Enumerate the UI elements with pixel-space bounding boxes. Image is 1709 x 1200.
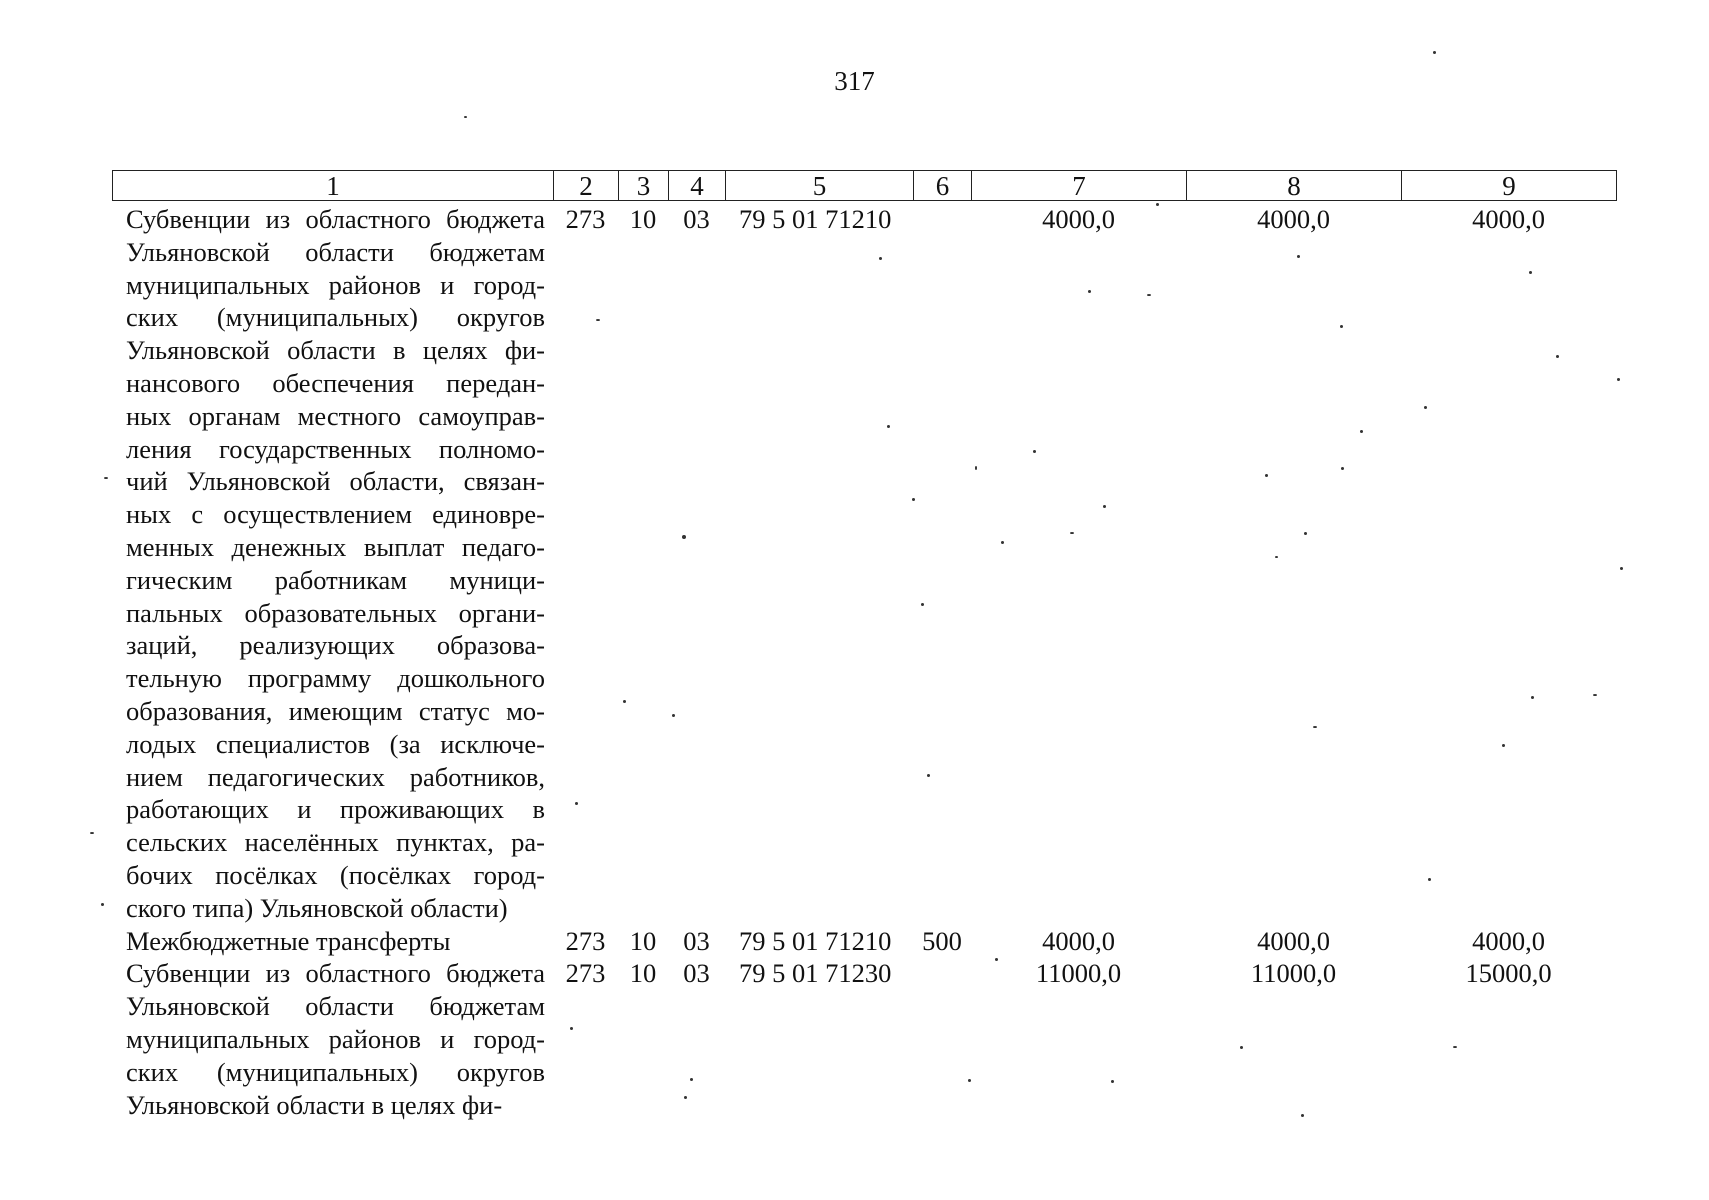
- description-line: бочих посёлках (посёлках город-: [126, 859, 545, 890]
- scan-speck: [101, 903, 104, 906]
- description-line: образования, имеющим статус мо-: [126, 695, 545, 726]
- description-line: работающих и проживающих в: [126, 794, 545, 825]
- cell-target-article: 79 5 01 71210: [739, 204, 892, 234]
- row-description: [112, 925, 553, 958]
- cell-expense-type: 500: [922, 925, 962, 956]
- description-line: ления государственных полномо-: [126, 433, 545, 464]
- scan-speck: [1433, 51, 1436, 54]
- column-header-9: 9: [1402, 171, 1617, 201]
- scan-speck: [1001, 541, 1004, 544]
- description-line: Ульяновской области бюджетам: [126, 991, 545, 1022]
- table-header: [112, 170, 1617, 201]
- scan-speck: [1275, 556, 1278, 558]
- page-number: 317: [834, 66, 875, 96]
- scan-speck: [623, 700, 626, 703]
- scan-speck: [927, 774, 930, 777]
- cell-admin-code: 273: [565, 204, 606, 234]
- cell-amount-col7: 4000,0: [1042, 925, 1115, 956]
- table-row: [112, 957, 1616, 1121]
- description-line: заций, реализующих образова-: [126, 630, 545, 661]
- scan-speck: [1360, 430, 1363, 433]
- description-line: ского типа) Ульяновской области): [126, 892, 508, 923]
- scan-speck: [1428, 878, 1431, 881]
- scan-speck: [575, 802, 578, 805]
- scan-speck: [104, 477, 108, 479]
- scan-speck: [1304, 532, 1307, 535]
- description-line: сельских населённых пунктах, ра-: [126, 827, 545, 858]
- cell-subsection: 03: [683, 925, 710, 956]
- scan-speck: [672, 714, 675, 717]
- description-line: Субвенции из областного бюджета: [126, 958, 545, 989]
- scan-speck: [1340, 325, 1343, 328]
- description-line: Ульяновской области бюджетам: [126, 236, 545, 267]
- scan-speck: [1620, 567, 1623, 570]
- scan-speck: [879, 257, 882, 260]
- scan-speck: [1111, 1080, 1114, 1083]
- scan-speck: [1156, 203, 1159, 206]
- scan-speck: [1313, 726, 1317, 728]
- cell-amount-col7: 4000,0: [1042, 204, 1115, 234]
- scan-speck: [1103, 505, 1106, 508]
- scan-speck: [90, 832, 94, 834]
- scan-speck: [1453, 1046, 1457, 1048]
- cell-target-article: 79 5 01 71230: [739, 958, 892, 989]
- table-row: [112, 203, 1616, 925]
- description-line: ских (муниципальных) округов: [126, 302, 545, 333]
- scan-speck: [1297, 255, 1300, 258]
- scan-speck: [684, 1096, 687, 1099]
- scan-speck: [1531, 696, 1534, 699]
- column-header-2: 2: [554, 171, 619, 201]
- cell-section: 10: [629, 925, 657, 956]
- description-line: пальных образовательных органи-: [126, 597, 545, 628]
- column-header-7: 7: [972, 171, 1187, 201]
- scan-speck: [570, 1027, 573, 1030]
- scan-speck: [682, 535, 686, 539]
- scan-speck: [1265, 474, 1268, 477]
- scan-speck: [1033, 450, 1036, 453]
- scan-speck: [921, 603, 924, 606]
- cell-amount-col9: 15000,0: [1465, 958, 1552, 989]
- table-row: [112, 925, 1616, 958]
- scan-speck: [1147, 294, 1151, 296]
- description-line: менных денежных выплат педаго-: [126, 531, 545, 562]
- column-header-4: 4: [669, 171, 726, 201]
- cell-amount-col8: 11000,0: [1250, 958, 1337, 989]
- scan-speck: [1617, 378, 1620, 381]
- description-line: ских (муниципальных) округов: [126, 1056, 545, 1087]
- column-header-1: 1: [113, 171, 554, 201]
- description-line: Ульяновской области в целях фи-: [126, 1089, 503, 1120]
- column-header-3: 3: [619, 171, 669, 201]
- row-description: [112, 957, 553, 1121]
- scan-speck: [968, 1079, 971, 1082]
- scan-speck: [995, 958, 998, 961]
- description-line: муниципальных районов и город-: [126, 269, 545, 300]
- description-line: чий Ульяновской области, связан-: [126, 466, 545, 497]
- cell-target-article: 79 5 01 71210: [739, 925, 892, 956]
- cell-section: 10: [629, 958, 657, 989]
- cell-admin-code: 273: [565, 958, 606, 989]
- row-description: [112, 203, 553, 925]
- scan-speck: [1240, 1046, 1243, 1049]
- cell-expense-type: [913, 957, 971, 1121]
- cell-section: 10: [629, 204, 657, 234]
- cell-expense-type: [913, 203, 971, 925]
- scan-speck: [1088, 290, 1091, 293]
- scan-speck: [912, 498, 915, 501]
- description-line: лодых специалистов (за исключе-: [126, 728, 545, 759]
- description-line: Межбюджетные трансферты: [126, 925, 451, 956]
- cell-admin-code: 273: [565, 925, 606, 956]
- cell-amount-col8: 4000,0: [1257, 925, 1330, 956]
- scan-speck: [596, 319, 600, 321]
- scan-speck: [887, 425, 890, 428]
- description-line: нием педагогических работников,: [126, 761, 545, 792]
- scan-speck: [975, 466, 977, 470]
- scan-speck: [1070, 532, 1074, 534]
- description-line: ных с осуществлением единовре-: [126, 499, 545, 530]
- cell-amount-col9: 4000,0: [1472, 204, 1545, 234]
- table-body: [112, 203, 1616, 1121]
- column-header-5: 5: [726, 171, 914, 201]
- scan-speck: [1301, 1114, 1304, 1117]
- description-line: ных органам местного самоуправ-: [126, 400, 545, 431]
- column-header-6: 6: [914, 171, 972, 201]
- cell-subsection: 03: [683, 204, 710, 234]
- cell-subsection: 03: [683, 958, 710, 989]
- column-header-8: 8: [1187, 171, 1402, 201]
- cell-amount-col7: 11000,0: [1035, 958, 1122, 989]
- scan-speck: [1341, 467, 1344, 470]
- description-line: тельную программу дошкольного: [126, 663, 545, 694]
- cell-amount-col8: 4000,0: [1257, 204, 1330, 234]
- scan-speck: [1424, 406, 1427, 409]
- description-line: Субвенции из областного бюджета: [126, 204, 545, 234]
- description-line: гическим работникам муници-: [126, 564, 545, 595]
- scan-speck: [464, 116, 467, 118]
- description-line: нансового обеспечения передан-: [126, 367, 545, 398]
- scan-speck: [1593, 694, 1597, 696]
- scan-speck: [1529, 271, 1532, 274]
- scan-speck: [690, 1078, 693, 1081]
- scan-speck: [1502, 744, 1505, 747]
- description-line: муниципальных районов и город-: [126, 1023, 545, 1054]
- description-line: Ульяновской области в целях фи-: [126, 335, 545, 366]
- cell-amount-col9: 4000,0: [1472, 925, 1545, 956]
- scan-speck: [1556, 355, 1559, 358]
